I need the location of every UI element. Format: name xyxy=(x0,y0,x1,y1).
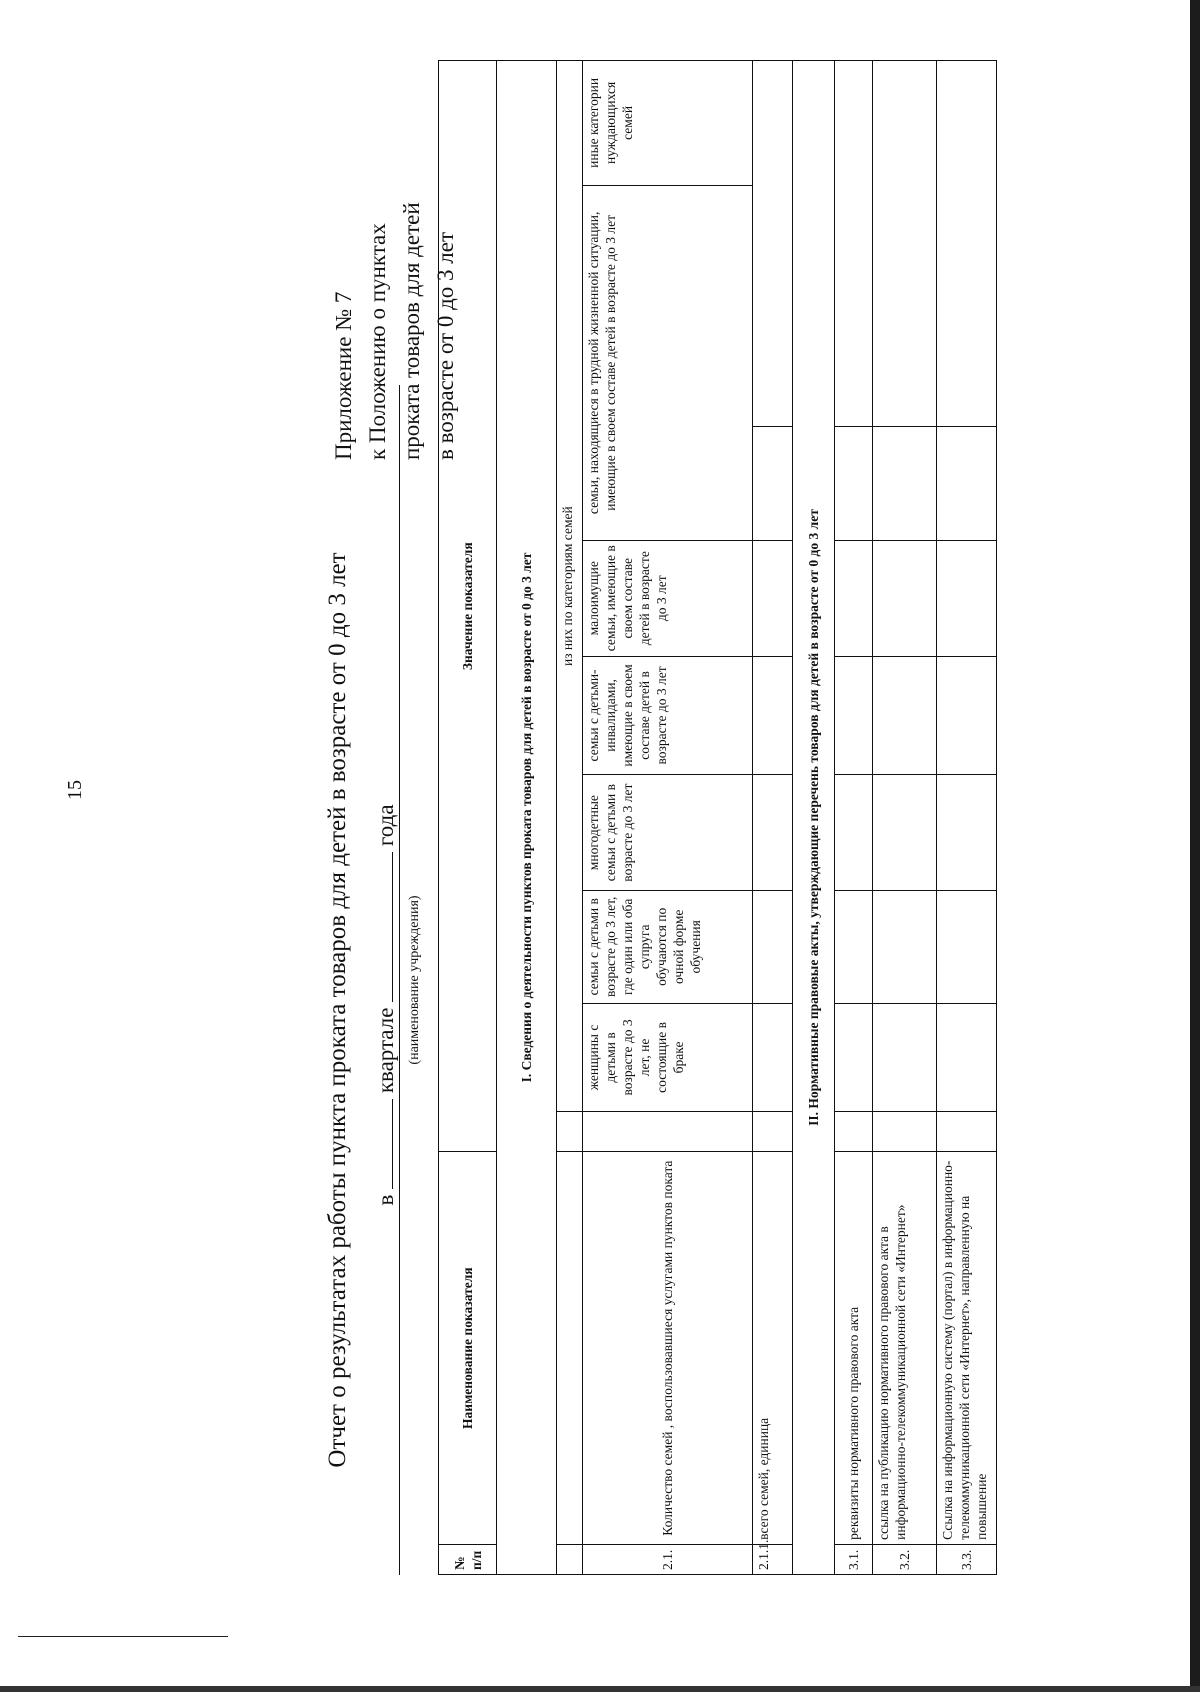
table-row xyxy=(583,61,753,1575)
row-name: Количество семей , воспользовавшиеся услугами пунктов поката xyxy=(583,1152,753,1544)
appendix-line: Приложение № 7 xyxy=(331,291,356,460)
value-cell xyxy=(873,890,937,1003)
table-row xyxy=(835,61,873,1575)
row-num: 3.2. xyxy=(873,1544,937,1574)
period-line xyxy=(373,595,399,1415)
table-header-row xyxy=(439,61,497,1575)
appendix-line: в возрасте от 0 до 3 лет xyxy=(433,231,458,460)
period-year-word: года xyxy=(373,804,398,847)
value-cell xyxy=(753,1112,793,1152)
institution-line xyxy=(399,385,400,1575)
section-row xyxy=(793,61,835,1575)
category-cell: многодетные семьи с детьми в возрасте до 3 лет xyxy=(583,775,753,891)
value-cell xyxy=(937,890,997,1003)
value-cell xyxy=(937,656,997,775)
value-cell xyxy=(835,427,873,541)
report-table xyxy=(438,60,997,1575)
year-blank xyxy=(374,852,393,1002)
value-cell xyxy=(873,656,937,775)
row-name: Ссылка на информационную систему (портал) в информационно-телекоммуникационной сети «Интернет», направленную на повышение xyxy=(937,1152,997,1544)
value-cell xyxy=(937,775,997,891)
value-cell xyxy=(753,61,793,427)
row-name: всего семей, единица xyxy=(753,1152,793,1544)
scan-artifact-line xyxy=(18,1636,228,1637)
value-cell xyxy=(873,427,937,541)
category-cell: семьи, находящиеся в трудной жизненной ситуации, имеющие в своем составе детей в возрасте до 3 лет xyxy=(583,185,753,540)
empty-cell xyxy=(557,1152,583,1544)
table-row xyxy=(753,61,793,1575)
value-cell xyxy=(835,1003,873,1112)
categories-header: из них по категориям семей xyxy=(557,61,583,1112)
row-num: 2.1.1. xyxy=(753,1544,793,1574)
categories-header-row xyxy=(557,61,583,1575)
value-cell xyxy=(873,1112,937,1152)
rotated-page-content xyxy=(315,55,1005,1615)
category-cell: женщины с детьми в возрасте до 3 лет, не состоящие в браке xyxy=(583,1003,753,1112)
empty-cell xyxy=(583,1112,753,1152)
institution-caption: (наименование учреждения) xyxy=(407,895,422,1065)
appendix-line: к Положению о пунктах xyxy=(365,223,390,460)
period-prefix: в xyxy=(373,1194,398,1206)
value-cell xyxy=(835,775,873,891)
category-cell: семьи с детьми в возрасте до 3 лет, где один или оба супруга обучаются по очной форме обучения xyxy=(583,890,753,1003)
row-num: 3.3. xyxy=(937,1544,997,1574)
category-cell: иные категории нуждающихся семей xyxy=(583,61,753,186)
value-cell xyxy=(937,540,997,656)
value-cell xyxy=(753,775,793,891)
row-num: 2.1. xyxy=(583,1544,753,1574)
appendix-line: проката товаров для детей xyxy=(399,202,424,460)
value-cell xyxy=(937,1003,997,1112)
header-name: Наименование показателя xyxy=(439,1152,497,1544)
value-cell xyxy=(753,1003,793,1112)
period-quarter-word: квартале xyxy=(373,1007,398,1094)
scan-edge-bottom xyxy=(0,1686,1200,1692)
row-num: 3.1. xyxy=(835,1544,873,1574)
section-1-title: I. Сведения о деятельности пунктов проката товаров для детей в возрасте от 0 до 3 лет xyxy=(497,61,557,1575)
value-cell xyxy=(835,540,873,656)
scan-edge-right xyxy=(1190,0,1200,1692)
report-title: Отчет о результатах работы пункта проката товаров для детей в возрасте от 0 до 3 лет xyxy=(324,552,351,1468)
category-cell: малоимущие семьи, имеющие в своем составе детей в возрасте до 3 лет xyxy=(583,540,753,656)
value-cell xyxy=(873,1003,937,1112)
value-cell xyxy=(835,61,873,427)
value-cell xyxy=(873,540,937,656)
category-cell: семьи с детьми-инвалидами, имеющие в своем составе детей в возрасте до 3 лет xyxy=(583,656,753,775)
page-number: 15 xyxy=(64,780,86,800)
quarter-blank xyxy=(374,1099,393,1189)
value-cell xyxy=(753,890,793,1003)
header-num: № п/п xyxy=(439,1544,497,1574)
value-cell xyxy=(753,427,793,541)
row-name: реквизиты нормативного правового акта xyxy=(835,1152,873,1544)
value-cell xyxy=(835,890,873,1003)
value-cell xyxy=(753,540,793,656)
value-cell xyxy=(835,656,873,775)
row-name: ссылка на публикацию нормативного правового акта в информационно-телекоммуникационной сети «Интернет» xyxy=(873,1152,937,1544)
section-2-title: II. Нормативные правовые акты, утверждающие перечень товаров для детей в возрасте от 0 до 3 лет xyxy=(793,61,835,1575)
header-value: Значение показателя xyxy=(439,61,497,1153)
value-cell xyxy=(937,61,997,427)
value-cell xyxy=(753,656,793,775)
value-cell xyxy=(873,61,937,427)
value-cell xyxy=(835,1112,873,1152)
empty-cell xyxy=(557,1112,583,1152)
section-row xyxy=(497,61,557,1575)
table-row xyxy=(937,61,997,1575)
table-row xyxy=(873,61,937,1575)
value-cell xyxy=(937,1112,997,1152)
value-cell xyxy=(873,775,937,891)
empty-cell xyxy=(557,1544,583,1574)
value-cell xyxy=(937,427,997,541)
